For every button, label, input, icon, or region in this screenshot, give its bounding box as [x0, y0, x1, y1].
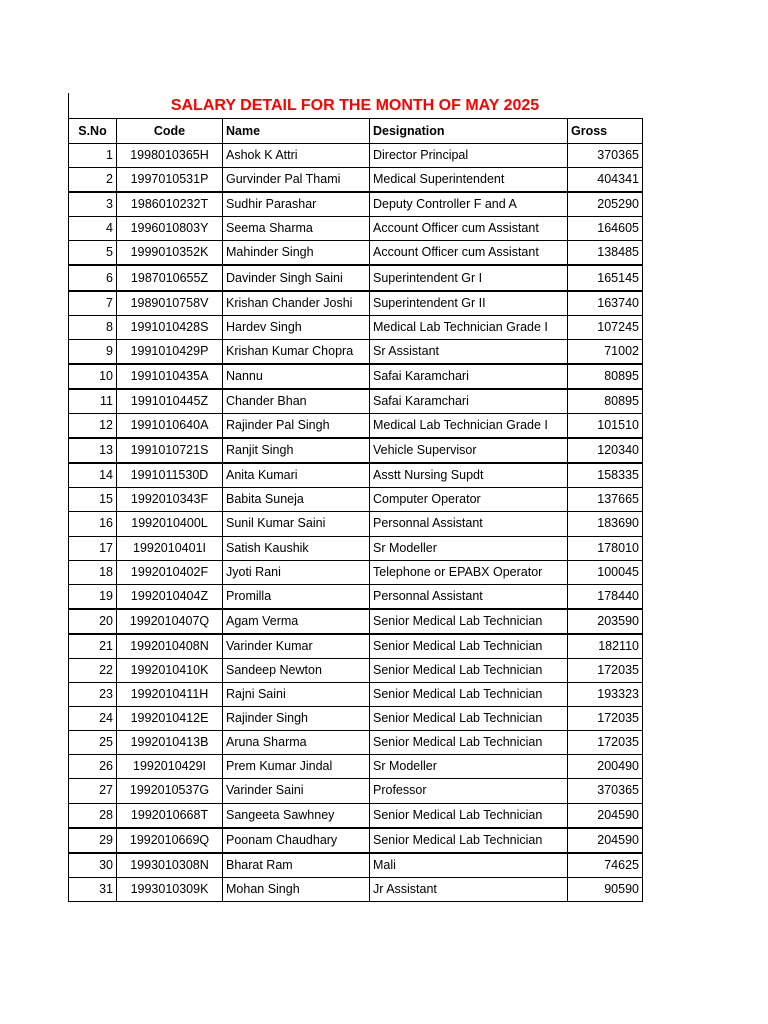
row-designation: Jr Assistant: [370, 877, 568, 901]
row-gross: 204590: [568, 828, 643, 853]
row-name: Aruna Sharma: [223, 731, 370, 755]
row-gross: 183690: [568, 512, 643, 536]
header-gross: Gross: [568, 119, 643, 144]
row-sno: 28: [69, 803, 117, 828]
row-gross: 203590: [568, 609, 643, 634]
row-designation: Safai Karamchari: [370, 389, 568, 414]
row-name: Rajinder Singh: [223, 707, 370, 731]
row-designation: Senior Medical Lab Technician: [370, 707, 568, 731]
row-name: Davinder Singh Saini: [223, 265, 370, 290]
row-code: 1997010531P: [117, 168, 223, 193]
row-gross: 370365: [568, 779, 643, 803]
row-designation: Sr Modeller: [370, 536, 568, 560]
table-row: [69, 291, 643, 316]
row-sno: 31: [69, 877, 117, 901]
row-code: 1992010404Z: [117, 584, 223, 609]
table-row: [69, 438, 643, 463]
table-row: [69, 683, 643, 707]
row-designation: Account Officer cum Assistant: [370, 217, 568, 241]
row-code: 1992010429I: [117, 755, 223, 779]
row-name: Babita Suneja: [223, 488, 370, 512]
row-code: 1996010803Y: [117, 217, 223, 241]
table-row: [69, 168, 643, 193]
table-row: [69, 707, 643, 731]
row-designation: Medical Lab Technician Grade I: [370, 414, 568, 439]
table-row: [69, 265, 643, 290]
row-designation: Superintendent Gr II: [370, 291, 568, 316]
row-designation: Senior Medical Lab Technician: [370, 731, 568, 755]
table-row: [69, 488, 643, 512]
table-row: [69, 536, 643, 560]
row-sno: 16: [69, 512, 117, 536]
row-code: 1991011530D: [117, 463, 223, 488]
row-code: 1992010407Q: [117, 609, 223, 634]
row-designation: Senior Medical Lab Technician: [370, 828, 568, 853]
row-gross: 137665: [568, 488, 643, 512]
row-name: Hardev Singh: [223, 315, 370, 339]
row-sno: 25: [69, 731, 117, 755]
table-row: [69, 658, 643, 682]
row-code: 1992010411H: [117, 683, 223, 707]
table-row: [69, 364, 643, 389]
header-designation: Designation: [370, 119, 568, 144]
row-designation: Sr Modeller: [370, 755, 568, 779]
row-code: 1991010435A: [117, 364, 223, 389]
row-gross: 138485: [568, 241, 643, 266]
row-sno: 13: [69, 438, 117, 463]
row-name: Ranjit Singh: [223, 438, 370, 463]
table-row: [69, 731, 643, 755]
row-name: Promilla: [223, 584, 370, 609]
table-row: [69, 779, 643, 803]
table-row: [69, 192, 643, 217]
table-row: [69, 463, 643, 488]
table-row: [69, 241, 643, 266]
header-name: Name: [223, 119, 370, 144]
table-row: [69, 144, 643, 168]
row-gross: 205290: [568, 192, 643, 217]
row-name: Mohan Singh: [223, 877, 370, 901]
row-name: Poonam Chaudhary: [223, 828, 370, 853]
row-code: 1992010537G: [117, 779, 223, 803]
row-designation: Sr Assistant: [370, 339, 568, 364]
table-row: [69, 389, 643, 414]
row-gross: 178440: [568, 584, 643, 609]
row-gross: 200490: [568, 755, 643, 779]
row-sno: 19: [69, 584, 117, 609]
row-designation: Senior Medical Lab Technician: [370, 634, 568, 659]
table-row: [69, 803, 643, 828]
row-gross: 172035: [568, 707, 643, 731]
row-sno: 10: [69, 364, 117, 389]
row-sno: 3: [69, 192, 117, 217]
row-code: 1991010445Z: [117, 389, 223, 414]
row-gross: 100045: [568, 560, 643, 584]
row-name: Sandeep Newton: [223, 658, 370, 682]
row-designation: Mali: [370, 853, 568, 878]
row-gross: 71002: [568, 339, 643, 364]
row-sno: 29: [69, 828, 117, 853]
row-designation: Senior Medical Lab Technician: [370, 658, 568, 682]
row-sno: 17: [69, 536, 117, 560]
row-name: Ashok K Attri: [223, 144, 370, 168]
row-name: Sunil Kumar Saini: [223, 512, 370, 536]
row-code: 1986010232T: [117, 192, 223, 217]
row-gross: 172035: [568, 658, 643, 682]
row-sno: 5: [69, 241, 117, 266]
table-row: [69, 512, 643, 536]
row-sno: 7: [69, 291, 117, 316]
table-row: [69, 560, 643, 584]
table-row: [69, 339, 643, 364]
row-name: Agam Verma: [223, 609, 370, 634]
table-row: [69, 853, 643, 878]
row-designation: Asstt Nursing Supdt: [370, 463, 568, 488]
row-code: 1992010668T: [117, 803, 223, 828]
sheet-title: SALARY DETAIL FOR THE MONTH OF MAY 2025: [170, 97, 540, 114]
salary-table: [68, 118, 643, 902]
row-sno: 6: [69, 265, 117, 290]
row-name: Satish Kaushik: [223, 536, 370, 560]
row-sno: 9: [69, 339, 117, 364]
header-row: [69, 119, 643, 144]
row-gross: 404341: [568, 168, 643, 193]
row-designation: Medical Lab Technician Grade I: [370, 315, 568, 339]
row-gross: 120340: [568, 438, 643, 463]
row-gross: 163740: [568, 291, 643, 316]
row-name: Varinder Kumar: [223, 634, 370, 659]
row-name: Sudhir Parashar: [223, 192, 370, 217]
table-row: [69, 414, 643, 439]
row-sno: 30: [69, 853, 117, 878]
row-code: 1998010365H: [117, 144, 223, 168]
row-designation: Safai Karamchari: [370, 364, 568, 389]
table-row: [69, 828, 643, 853]
row-name: Rajni Saini: [223, 683, 370, 707]
row-code: 1987010655Z: [117, 265, 223, 290]
row-designation: Director Principal: [370, 144, 568, 168]
row-name: Nannu: [223, 364, 370, 389]
row-gross: 158335: [568, 463, 643, 488]
row-sno: 24: [69, 707, 117, 731]
row-gross: 80895: [568, 364, 643, 389]
row-sno: 4: [69, 217, 117, 241]
row-sno: 27: [69, 779, 117, 803]
row-designation: Superintendent Gr I: [370, 265, 568, 290]
row-sno: 2: [69, 168, 117, 193]
row-designation: Professor: [370, 779, 568, 803]
row-name: Gurvinder Pal Thami: [223, 168, 370, 193]
row-code: 1992010401I: [117, 536, 223, 560]
row-gross: 182110: [568, 634, 643, 659]
row-designation: Deputy Controller F and A: [370, 192, 568, 217]
row-code: 1992010400L: [117, 512, 223, 536]
row-gross: 165145: [568, 265, 643, 290]
row-designation: Senior Medical Lab Technician: [370, 803, 568, 828]
table-row: [69, 609, 643, 634]
table-row: [69, 315, 643, 339]
row-sno: 11: [69, 389, 117, 414]
row-code: 1991010721S: [117, 438, 223, 463]
row-name: Varinder Saini: [223, 779, 370, 803]
row-code: 1991010428S: [117, 315, 223, 339]
row-gross: 74625: [568, 853, 643, 878]
row-code: 1992010669Q: [117, 828, 223, 853]
row-name: Krishan Chander Joshi: [223, 291, 370, 316]
row-sno: 20: [69, 609, 117, 634]
row-gross: 204590: [568, 803, 643, 828]
row-gross: 193323: [568, 683, 643, 707]
row-code: 1992010412E: [117, 707, 223, 731]
row-name: Anita Kumari: [223, 463, 370, 488]
table-row: [69, 217, 643, 241]
row-name: Rajinder Pal Singh: [223, 414, 370, 439]
row-name: Seema Sharma: [223, 217, 370, 241]
row-designation: Medical Superintendent: [370, 168, 568, 193]
row-designation: Telephone or EPABX Operator: [370, 560, 568, 584]
row-designation: Account Officer cum Assistant: [370, 241, 568, 266]
row-designation: Personnal Assistant: [370, 512, 568, 536]
row-code: 1991010640A: [117, 414, 223, 439]
row-gross: 101510: [568, 414, 643, 439]
row-code: 1992010408N: [117, 634, 223, 659]
row-code: 1992010410K: [117, 658, 223, 682]
row-designation: Personnal Assistant: [370, 584, 568, 609]
row-gross: 370365: [568, 144, 643, 168]
table-row: [69, 584, 643, 609]
row-name: Sangeeta Sawhney: [223, 803, 370, 828]
header-sno: S.No: [69, 119, 117, 144]
row-code: 1993010308N: [117, 853, 223, 878]
row-name: Prem Kumar Jindal: [223, 755, 370, 779]
row-sno: 23: [69, 683, 117, 707]
row-name: Chander Bhan: [223, 389, 370, 414]
row-sno: 18: [69, 560, 117, 584]
row-gross: 164605: [568, 217, 643, 241]
row-code: 1989010758V: [117, 291, 223, 316]
row-sno: 8: [69, 315, 117, 339]
row-code: 1991010429P: [117, 339, 223, 364]
row-gross: 80895: [568, 389, 643, 414]
row-code: 1993010309K: [117, 877, 223, 901]
row-name: Mahinder Singh: [223, 241, 370, 266]
row-designation: Senior Medical Lab Technician: [370, 683, 568, 707]
row-sno: 22: [69, 658, 117, 682]
row-designation: Senior Medical Lab Technician: [370, 609, 568, 634]
row-code: 1999010352K: [117, 241, 223, 266]
table-row: [69, 755, 643, 779]
row-code: 1992010413B: [117, 731, 223, 755]
row-gross: 90590: [568, 877, 643, 901]
row-gross: 107245: [568, 315, 643, 339]
table-row: [69, 634, 643, 659]
row-sno: 12: [69, 414, 117, 439]
row-sno: 14: [69, 463, 117, 488]
row-sno: 21: [69, 634, 117, 659]
row-name: Krishan Kumar Chopra: [223, 339, 370, 364]
row-designation: Vehicle Supervisor: [370, 438, 568, 463]
row-name: Jyoti Rani: [223, 560, 370, 584]
table-row: [69, 877, 643, 901]
header-code: Code: [117, 119, 223, 144]
row-sno: 15: [69, 488, 117, 512]
row-designation: Computer Operator: [370, 488, 568, 512]
row-code: 1992010343F: [117, 488, 223, 512]
row-sno: 26: [69, 755, 117, 779]
row-name: Bharat Ram: [223, 853, 370, 878]
row-code: 1992010402F: [117, 560, 223, 584]
row-gross: 178010: [568, 536, 643, 560]
row-gross: 172035: [568, 731, 643, 755]
row-sno: 1: [69, 144, 117, 168]
